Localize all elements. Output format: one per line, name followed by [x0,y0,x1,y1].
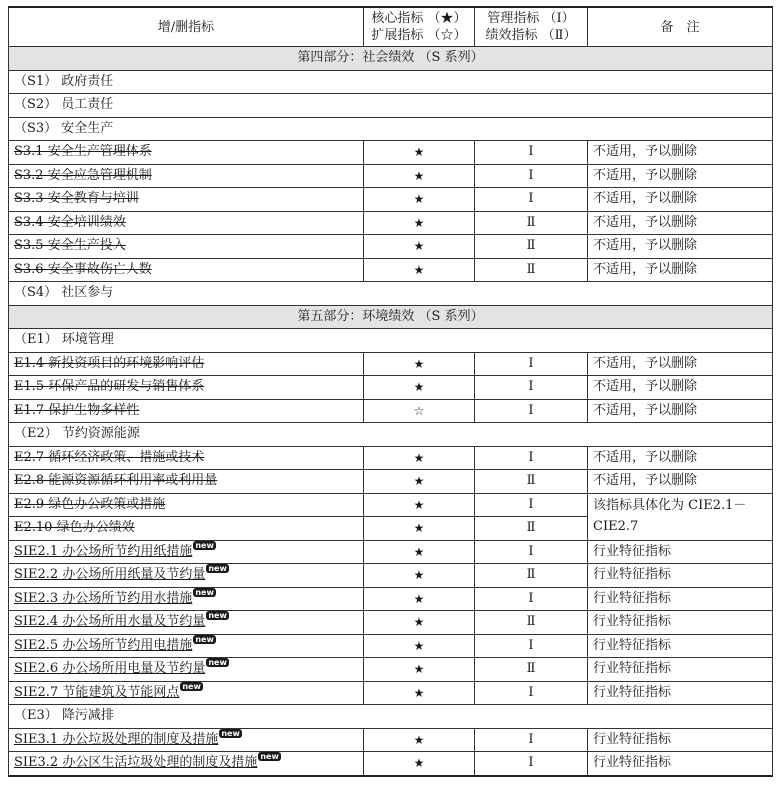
indicator-name: E1.4 新投资项目的环境影响评估 [9,352,364,376]
group-title: （E3） 降污减排 [9,705,773,729]
core-mark: ★ [364,728,475,752]
table-row [9,188,773,212]
indicator-name-cell [9,728,364,752]
remark: 行业特征指标 [588,658,773,682]
core-mark: ★ [364,658,475,682]
section-title: 第四部分：社会绩效 （S 系列） [9,47,773,71]
group-title: （S2） 员工责任 [9,94,773,118]
type-mark: Ⅱ [475,211,588,235]
group-title: （E2） 节约资源能源 [9,423,773,447]
type-mark: Ⅰ [475,681,588,705]
group-row [9,282,773,306]
type-mark: Ⅱ [475,564,588,588]
type-mark: Ⅱ [475,258,588,282]
indicator-table [8,6,773,777]
core-mark: ★ [364,564,475,588]
core-mark: ★ [364,258,475,282]
type-mark: Ⅰ [475,634,588,658]
remark: 不适用，予以删除 [588,164,773,188]
table-row [9,164,773,188]
remark: 行业特征指标 [588,752,773,776]
remark: 行业特征指标 [588,540,773,564]
indicator-name: E2.10 绿色办公绩效 [9,517,364,541]
table-row [9,540,773,564]
table-row [9,258,773,282]
group-title: （S3） 安全生产 [9,117,773,141]
remark: 不适用，予以删除 [588,258,773,282]
header-core-extended [364,7,475,47]
type-mark: Ⅰ [475,752,588,776]
table-header-row [9,7,773,47]
table-row [9,446,773,470]
core-mark: ★ [364,634,475,658]
core-mark: ★ [364,587,475,611]
group-row [9,705,773,729]
indicator-name: SIE2.3 办公场所节约用水措施 [14,590,193,606]
type-mark: Ⅰ [475,493,588,517]
indicator-name-cell [9,587,364,611]
table-row [9,634,773,658]
header-core-label: 核心指标 （★） [371,11,467,26]
indicator-name-cell [9,564,364,588]
table-row [9,470,773,494]
remark: 行业特征指标 [588,611,773,635]
indicator-name: S3.1 安全生产管理体系 [9,141,364,165]
indicator-name: SIE2.1 办公场所节约用纸措施 [14,543,193,559]
new-badge: new [195,634,214,644]
indicator-name: SIE3.2 办公区生活垃圾处理的制度及措施 [14,755,258,770]
indicator-name: E2.9 绿色办公政策或措施 [9,493,364,517]
remark: 行业特征指标 [588,634,773,658]
core-mark: ★ [364,681,475,705]
indicator-name-cell [9,658,364,682]
table-row [9,728,773,752]
group-row [9,70,773,94]
table-row [9,352,773,376]
new-badge: new [208,658,227,667]
header-indicator: 增/删指标 [9,7,364,47]
group-row [9,423,773,447]
new-badge: new [182,681,201,691]
indicator-name: SIE3.1 办公垃圾处理的制度及措施 [14,731,219,747]
table-row [9,611,773,635]
table-row [9,658,773,682]
header-performance-label: 绩效指标 （Ⅱ） [485,28,577,43]
header-management-label: 管理指标 （Ⅰ） [487,11,575,26]
type-mark: Ⅰ [475,540,588,564]
indicator-name-cell [9,681,364,705]
type-mark: Ⅱ [475,658,588,682]
indicator-name-cell [9,634,364,658]
type-mark: Ⅰ [475,376,588,400]
remark: 不适用，予以删除 [588,376,773,400]
remark: 行业特征指标 [588,681,773,705]
table-row [9,376,773,400]
core-mark: ★ [364,188,475,212]
remark: 不适用，予以删除 [588,352,773,376]
core-mark: ★ [364,470,475,494]
table-row [9,752,773,776]
group-row [9,117,773,141]
core-mark: ★ [364,611,475,635]
indicator-name: E2.8 能源资源循环利用率或利用量 [9,470,364,494]
remark: 不适用，予以删除 [588,141,773,165]
new-badge: new [195,587,214,597]
core-mark: ★ [364,446,475,470]
table-row [9,141,773,165]
indicator-name: SIE2.6 办公场所用电量及节约量 [14,661,206,676]
type-mark: Ⅱ [475,470,588,494]
new-badge: new [208,611,227,620]
core-mark: ★ [364,517,475,541]
indicator-name: SIE2.7 节能建筑及节能网点 [14,684,180,700]
type-mark: Ⅰ [475,164,588,188]
indicator-name-cell [9,752,364,776]
indicator-name: S3.6 安全事故伤亡人数 [9,258,364,282]
table-row [9,564,773,588]
indicator-name: SIE2.4 办公场所用水量及节约量 [14,614,206,629]
header-remarks: 备 注 [588,7,773,47]
indicator-name: SIE2.2 办公场所用纸量及节约量 [14,567,206,582]
type-mark: Ⅱ [475,517,588,541]
section-row [9,47,773,71]
indicator-name: E2.7 循环经济政策、措施或技术 [9,446,364,470]
new-badge: new [221,728,240,738]
type-mark: Ⅰ [475,446,588,470]
indicator-name: SIE2.5 办公场所节约用电措施 [14,637,193,653]
core-mark: ★ [364,141,475,165]
indicator-name-cell [9,540,364,564]
section-row [9,305,773,329]
core-mark: ★ [364,164,475,188]
type-mark: Ⅰ [475,188,588,212]
table-row [9,493,773,517]
core-mark: ★ [364,540,475,564]
group-title: （S4） 社区参与 [9,282,773,306]
group-title: （E1） 环境管理 [9,329,773,353]
core-mark: ★ [364,352,475,376]
header-extended-label: 扩展指标 （☆） [371,28,467,43]
core-mark: ★ [364,376,475,400]
table-row [9,235,773,259]
core-mark: ★ [364,211,475,235]
indicator-name: E1.5 环保产品的研发与销售体系 [9,376,364,400]
core-mark: ★ [364,752,475,776]
table-row [9,587,773,611]
group-row [9,94,773,118]
type-mark: Ⅰ [475,141,588,165]
group-row [9,329,773,353]
new-badge: new [208,564,227,573]
table-row [9,681,773,705]
indicator-table-container [8,6,772,777]
new-badge: new [260,752,279,761]
remark: 该指标具体化为 CIE2.1－CIE2.7 [588,493,773,540]
table-row [9,399,773,423]
indicator-name: S3.3 安全教育与培训 [9,188,364,212]
core-mark: ★ [364,235,475,259]
remark: 不适用，予以删除 [588,399,773,423]
indicator-name: E1.7 保护生物多样性 [9,399,364,423]
indicator-name: S3.2 安全应急管理机制 [9,164,364,188]
type-mark: Ⅰ [475,352,588,376]
remark: 行业特征指标 [588,587,773,611]
indicator-name: S3.5 安全生产投入 [9,235,364,259]
remark: 不适用，予以删除 [588,446,773,470]
type-mark: Ⅰ [475,587,588,611]
type-mark: Ⅱ [475,611,588,635]
type-mark: Ⅰ [475,728,588,752]
indicator-name-cell [9,611,364,635]
remark: 不适用，予以删除 [588,188,773,212]
section-title: 第五部分：环境绩效 （S 系列） [9,305,773,329]
new-badge: new [195,540,214,550]
remark: 不适用，予以删除 [588,211,773,235]
type-mark: Ⅰ [475,399,588,423]
type-mark: Ⅱ [475,235,588,259]
group-title: （S1） 政府责任 [9,70,773,94]
core-mark: ★ [364,493,475,517]
indicator-name: S3.4 安全培训绩效 [9,211,364,235]
table-row [9,211,773,235]
remark: 不适用，予以删除 [588,470,773,494]
remark: 不适用，予以删除 [588,235,773,259]
header-management-performance [475,7,588,47]
remark: 行业特征指标 [588,728,773,752]
extended-mark: ☆ [364,399,475,423]
remark: 行业特征指标 [588,564,773,588]
